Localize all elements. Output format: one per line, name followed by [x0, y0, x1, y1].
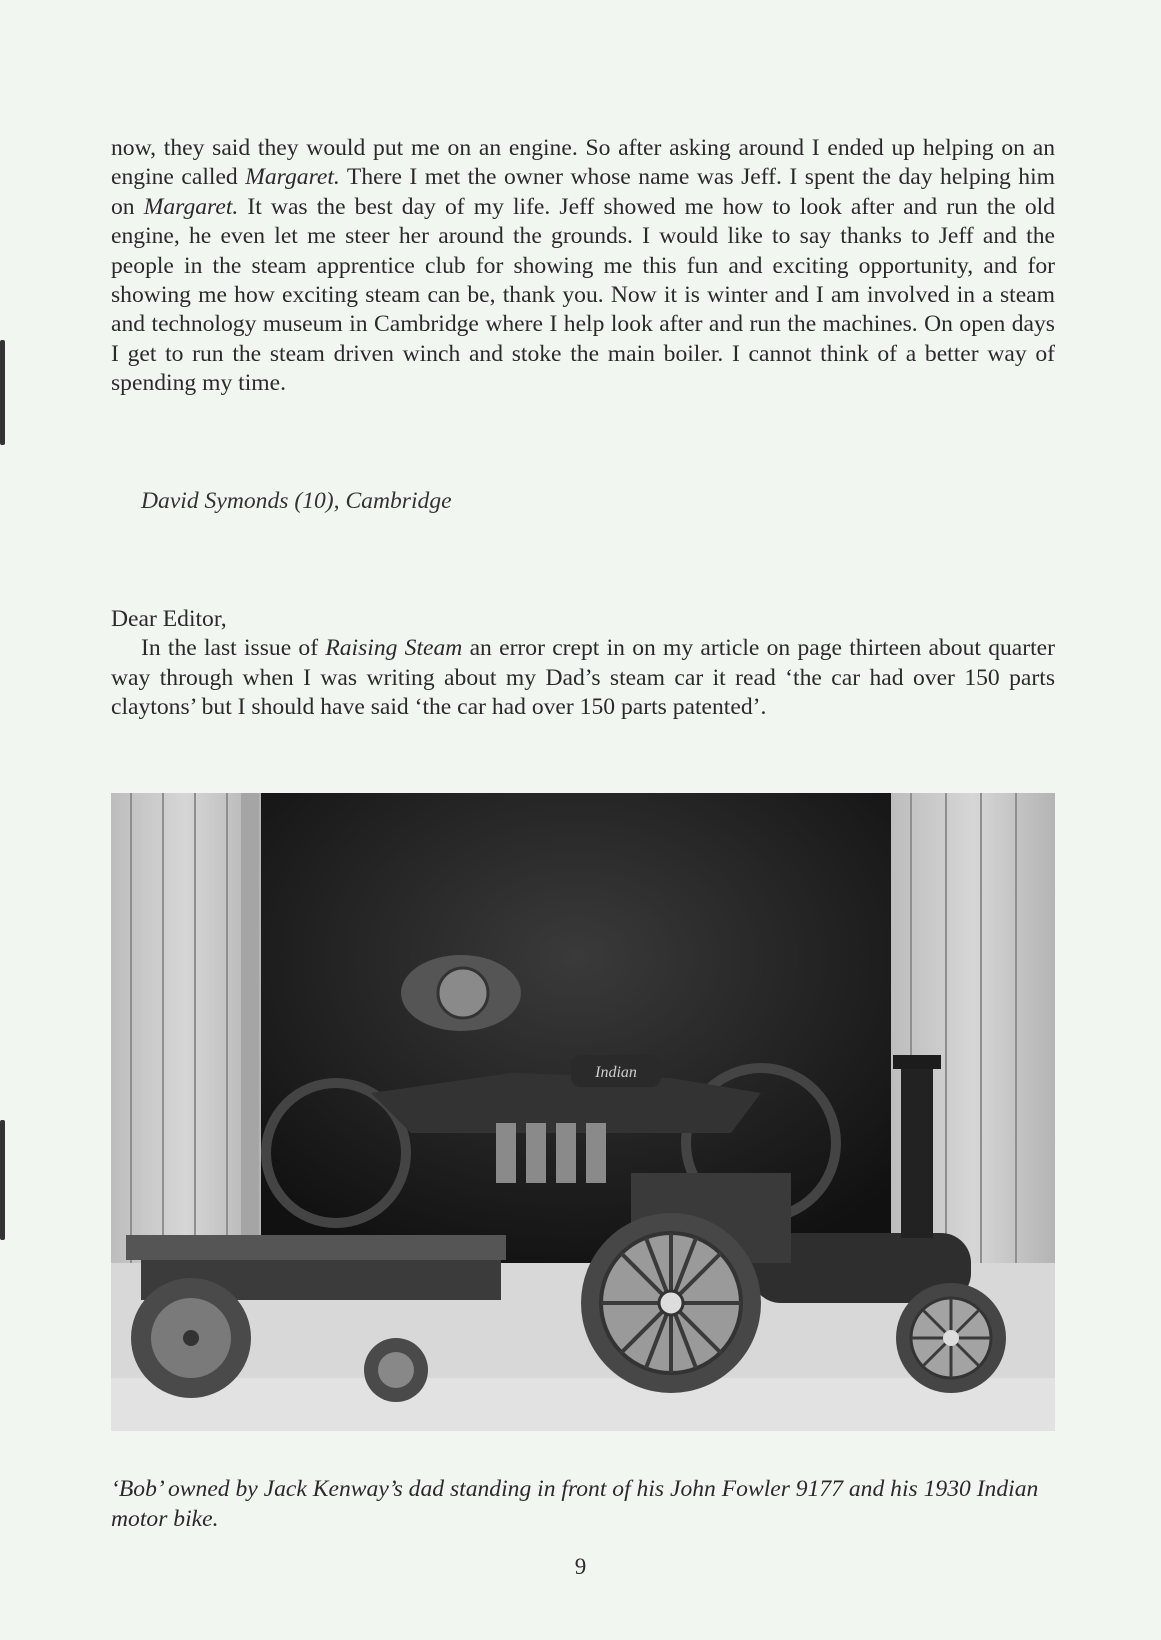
italic-text: Margaret.	[245, 164, 340, 191]
letter-to-editor	[111, 605, 1055, 723]
letter-greeting: Dear Editor,	[111, 606, 227, 632]
italic-text: Raising Steam	[325, 635, 463, 662]
letter-paragraph	[111, 134, 1055, 399]
photo-traction-engine	[111, 793, 1055, 1431]
letter-body	[111, 134, 1055, 399]
photo-caption: ‘Bob’ owned by Jack Kenway’s dad standing in front of his John Fowler 9177 and his 1930 Indian motor bike.	[111, 1476, 1039, 1532]
text-run: There I met the owner whose name was Jeff. I spent the day helping him on	[111, 164, 1055, 220]
text-run: now, they said they would put me on an engine. So after asking around I ended up helping on an engine called	[111, 135, 1055, 191]
binder-mark	[0, 340, 5, 445]
italic-text: Margaret.	[143, 193, 239, 220]
text-run: an error crept in on my article on page thirteen about quarter way through when I was writing about my Dad’s steam car it read ‘the car had over 150 parts claytons’ but I should have said ‘the car had over 150 parts patented’.	[111, 635, 1056, 721]
text-run: In the last issue of	[141, 635, 326, 662]
letter-paragraph	[111, 634, 1055, 722]
bike-badge: Indian	[595, 1064, 637, 1081]
binder-mark	[0, 1120, 5, 1240]
letter-signature: David Symonds (10), Cambridge	[141, 488, 452, 514]
text-run: It was the best day of my life. Jeff showed me how to look after and run the old engine, he even let me steer her around the grounds. I would like to say thanks to Jeff and the people in the steam apprentice club for showing me this fun and exciting opportunity, and for showing me how exciting steam can be, thank you. Now it is winter and I am involved in a steam and technology museum in Cambridge where I help look after and run the machines. On open days I get to run the steam driven winch and stoke the main boiler. I cannot think of a better way of spending my time.	[111, 193, 1055, 397]
page-number: 9	[574, 1554, 587, 1579]
